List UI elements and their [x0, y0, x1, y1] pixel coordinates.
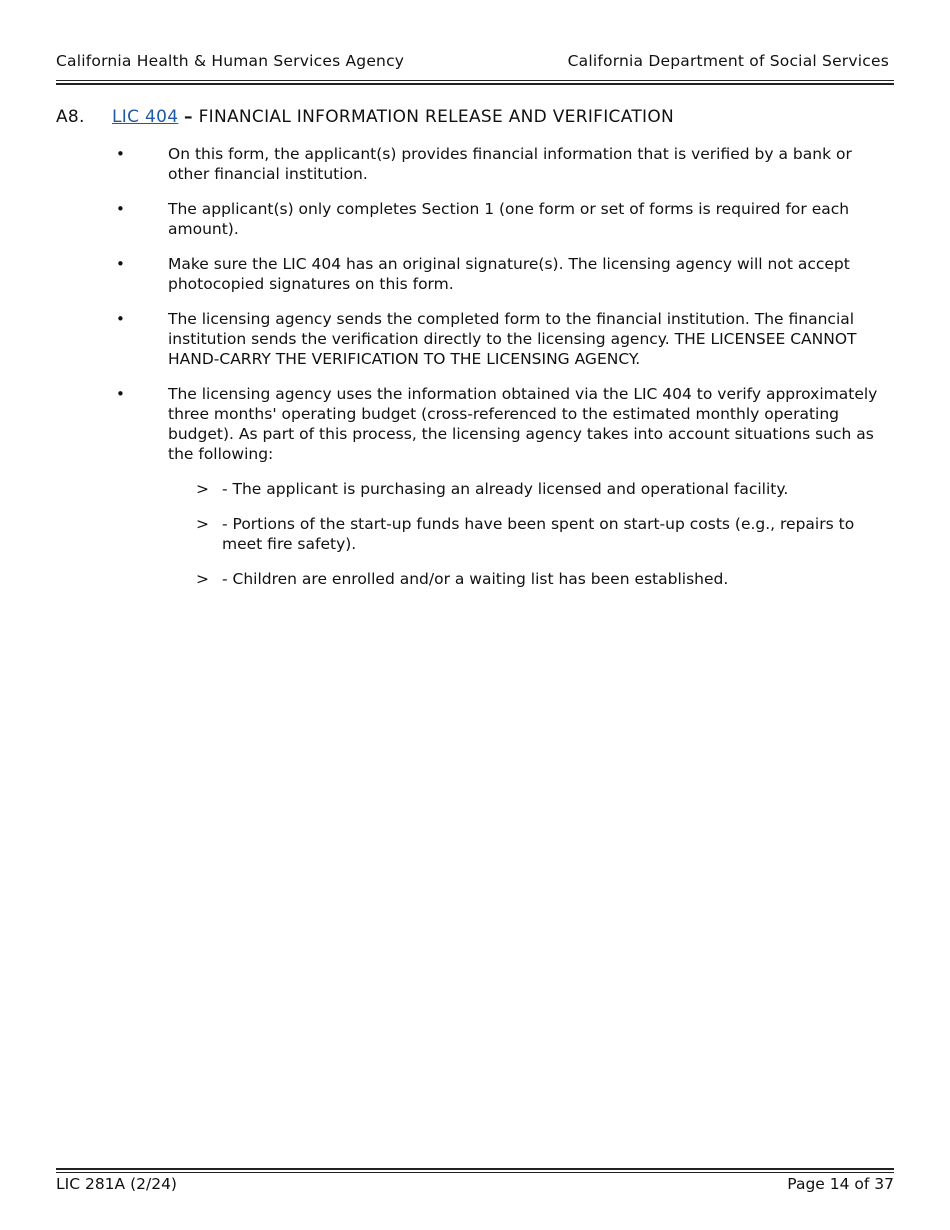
page-number: Page 14 of 37 — [787, 1175, 894, 1193]
bullet-text: The licensing agency uses the information obtained via the LIC 404 to verify approximately three months' operating budget (cross-referenced to the estimated monthly operating budget). As part of this process, the licensing agency takes into account situations such as the following: — [168, 385, 878, 463]
header-department: California Department of Social Services — [567, 52, 889, 70]
sub-marker: > — [196, 570, 209, 588]
sub-marker: > — [196, 515, 209, 533]
bullet-marker: • — [116, 310, 125, 328]
header-rule-top — [56, 80, 894, 81]
section-number: A8. — [56, 107, 85, 127]
sub-text: - The applicant is purchasing an already licensed and operational facility. — [222, 480, 789, 498]
lic-404-link[interactable]: LIC 404 — [112, 107, 179, 127]
header-rule-bottom — [56, 83, 894, 85]
sub-text: - Children are enrolled and/or a waiting list has been established. — [222, 570, 729, 588]
page-header — [56, 52, 894, 74]
footer-rule-bottom — [56, 1172, 894, 1173]
sub-list-item — [56, 569, 894, 589]
sub-list-item — [56, 514, 894, 554]
list-item — [56, 199, 894, 239]
section-dash: – — [184, 107, 193, 127]
list-item — [56, 254, 894, 294]
bullet-marker: • — [116, 255, 125, 273]
sub-marker: > — [196, 480, 209, 498]
sub-text: - Portions of the start-up funds have been spent on start-up costs (e.g., repairs to meet fire safety). — [222, 515, 855, 553]
bullet-marker: • — [116, 200, 125, 218]
list-item — [56, 384, 894, 464]
bullet-text: Make sure the LIC 404 has an original signature(s). The licensing agency will not accept photocopied signatures on this form. — [168, 255, 850, 293]
footer-rule-top — [56, 1168, 894, 1170]
list-item — [56, 309, 894, 369]
header-agency: California Health & Human Services Agency — [56, 52, 405, 70]
sub-list — [56, 479, 894, 589]
section-heading — [56, 107, 674, 127]
bullet-marker: • — [116, 145, 125, 163]
bullet-marker: • — [116, 385, 125, 403]
bullet-text: On this form, the applicant(s) provides financial information that is verified by a bank or other financial institution. — [168, 145, 852, 183]
bullet-text: The licensing agency sends the completed form to the financial institution. The financial institution sends the verification directly to the licensing agency. THE LICENSEE CANNOT HAND-CARRY THE VERIFICATION TO THE LICENSING AGENCY. — [168, 310, 857, 368]
sub-list-item — [56, 479, 894, 499]
form-number: LIC 281A (2/24) — [56, 1175, 177, 1193]
bullet-text: The applicant(s) only completes Section 1 (one form or set of forms is required for each amount). — [168, 200, 850, 238]
list-item — [56, 144, 894, 184]
bullet-list — [56, 144, 894, 604]
section-title-text: FINANCIAL INFORMATION RELEASE AND VERIFICATION — [198, 107, 675, 127]
